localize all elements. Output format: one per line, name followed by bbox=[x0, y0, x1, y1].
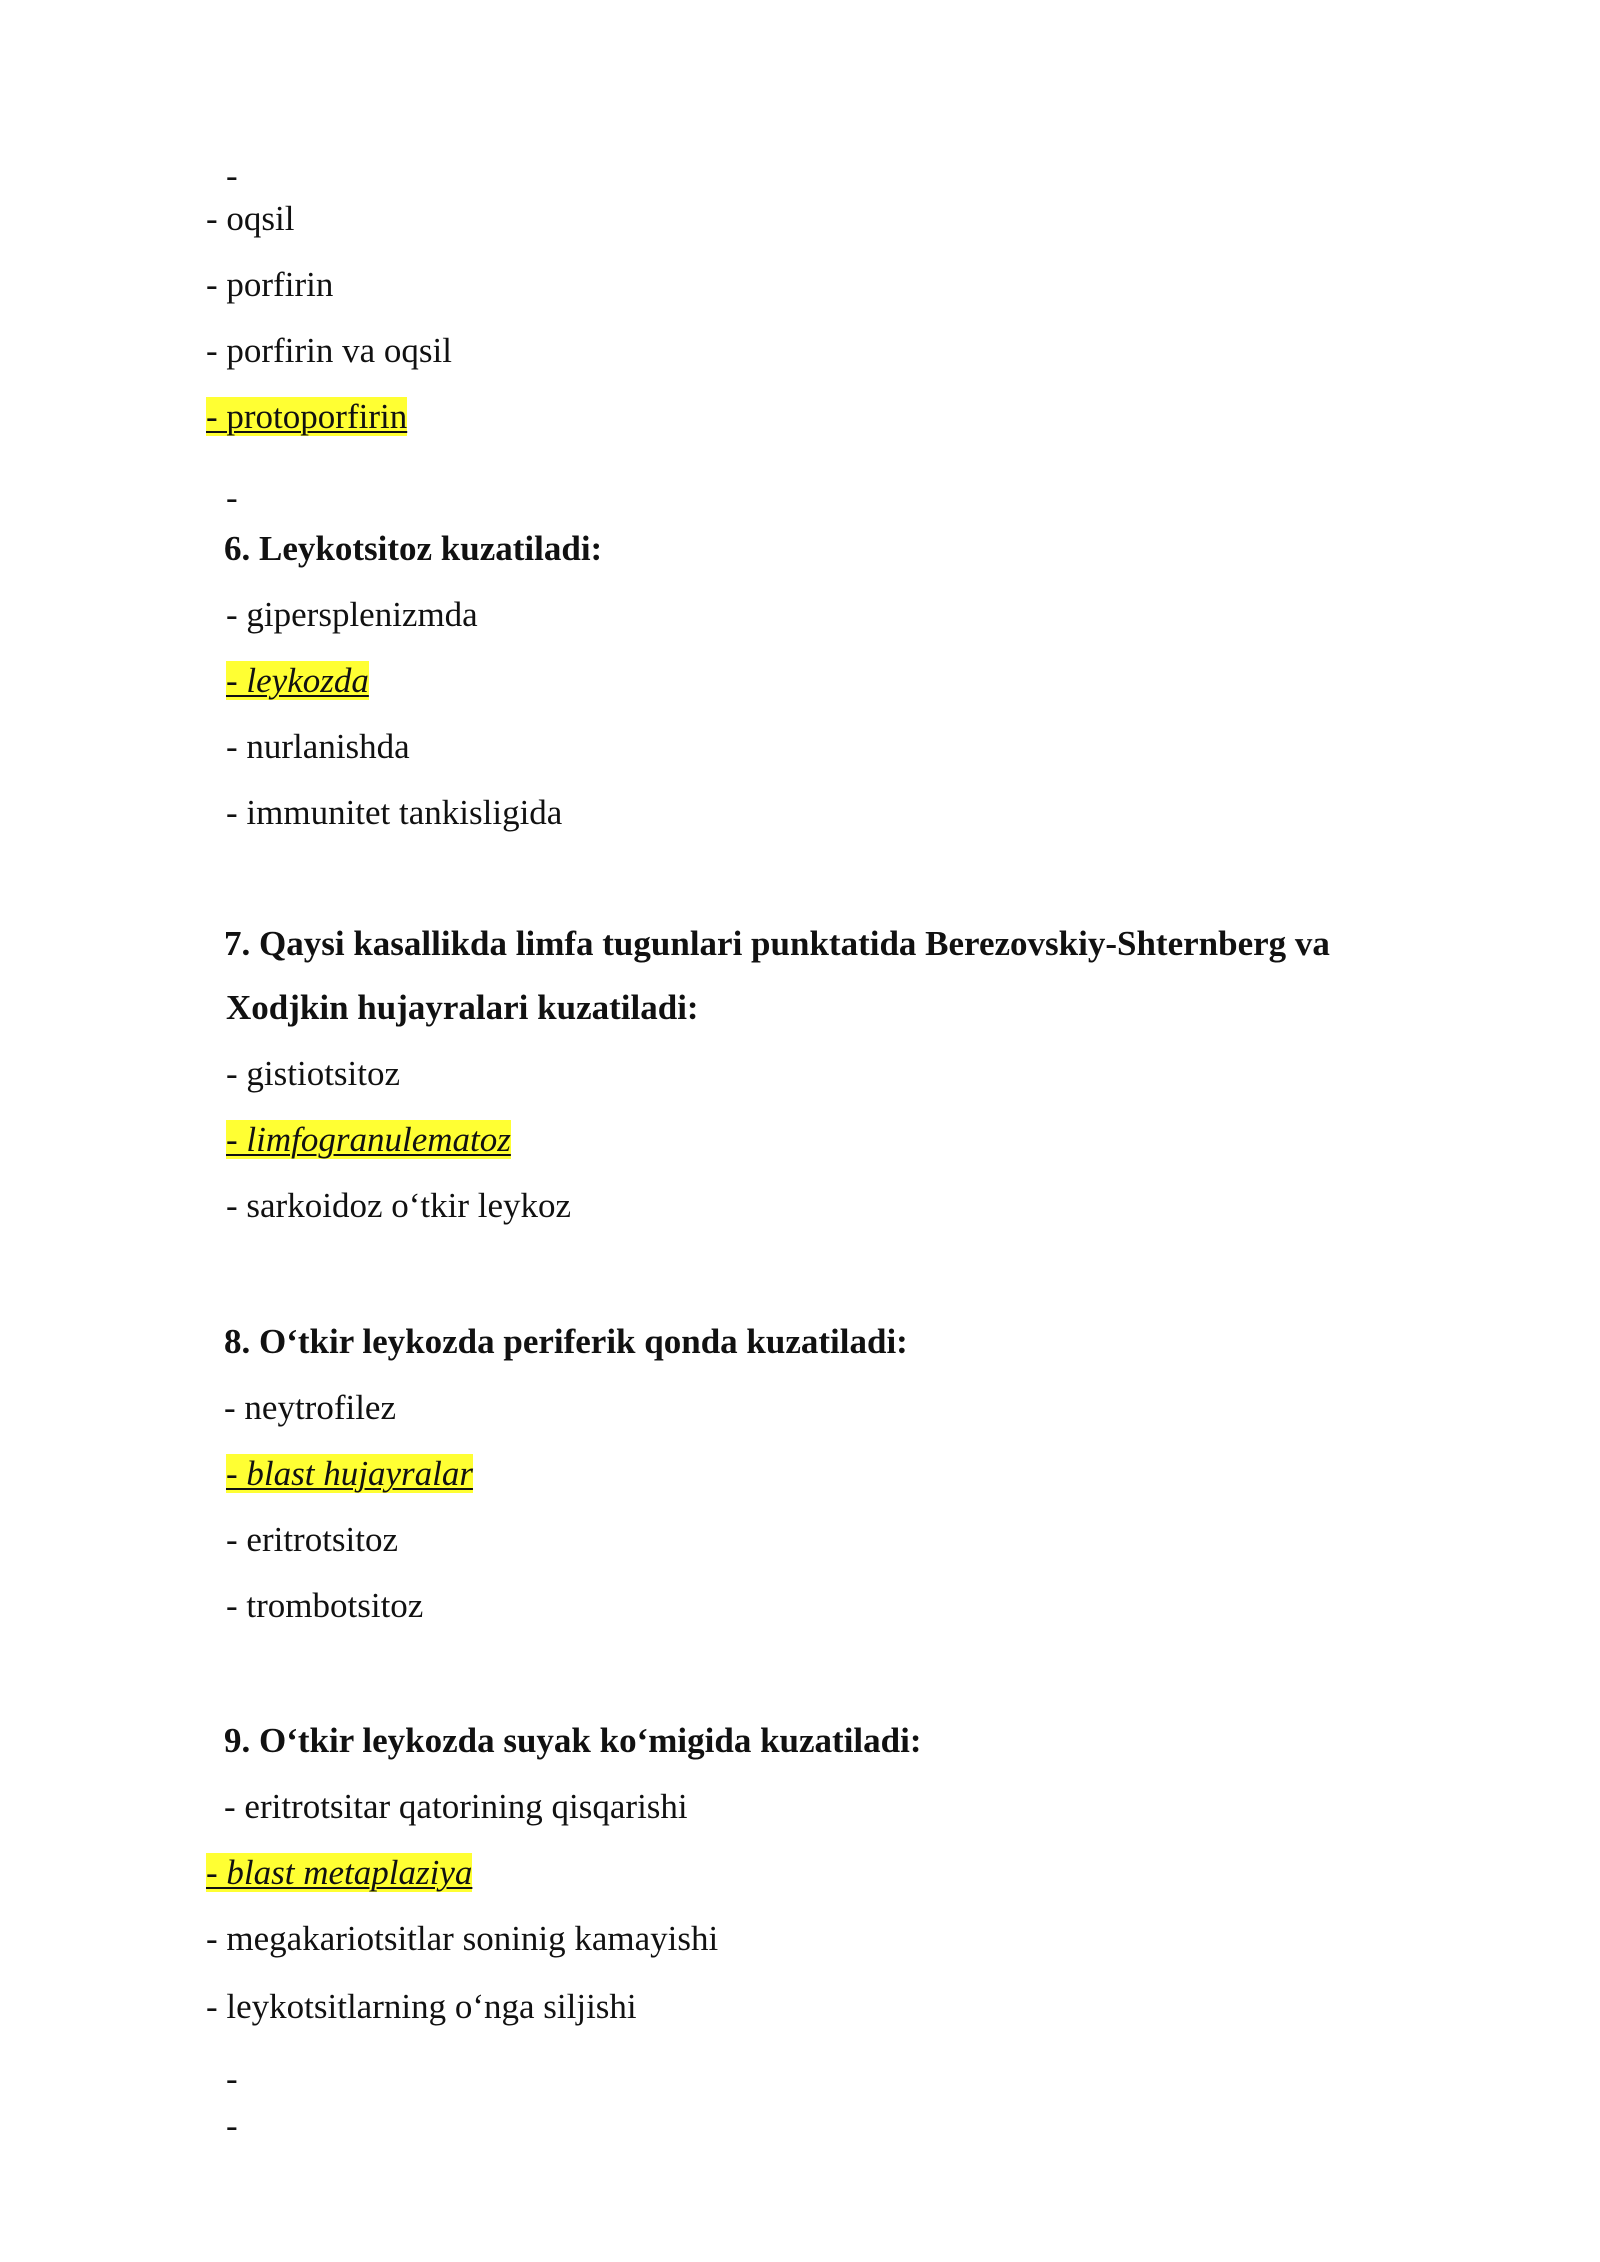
option-oqsil: - oqsil bbox=[206, 199, 295, 238]
q9-option-2-correct bbox=[206, 1851, 472, 1895]
q9-option-4: - leykotsitlarning o‘nga siljishi bbox=[206, 1987, 637, 2026]
lead-dash: - bbox=[226, 156, 238, 195]
q6-option-2-correct bbox=[226, 659, 369, 703]
trail-dash-1: - bbox=[226, 2059, 238, 2098]
q6-option-1: - gipersplenizmda bbox=[226, 595, 478, 634]
trail-dash: - bbox=[226, 478, 238, 517]
q8-option-3: - eritrotsitoz bbox=[226, 1520, 399, 1559]
q9-option-3: - megakariotsitlar soninig kamayishi bbox=[206, 1919, 719, 1958]
q6-option-3: - nurlanishda bbox=[226, 727, 410, 766]
option-porfirin-va-oqsil: - porfirin va oqsil bbox=[206, 331, 452, 370]
question-8-title: 8. O‘tkir leykozda periferik qonda kuzatiladi: bbox=[224, 1322, 908, 1361]
question-7-title-line2: Xodjkin hujayralari kuzatiladi: bbox=[226, 988, 699, 1027]
correct-answer-highlight: - protoporfirin bbox=[206, 397, 408, 436]
correct-answer-highlight: - limfogranulematoz bbox=[226, 1120, 511, 1159]
q8-option-2-correct bbox=[226, 1452, 473, 1496]
q7-option-1: - gistiotsitoz bbox=[226, 1054, 401, 1093]
q9-option-1: - eritrotsitar qatorining qisqarishi bbox=[224, 1787, 688, 1826]
q7-option-3: - sarkoidoz o‘tkir leykoz bbox=[226, 1186, 572, 1225]
q7-option-2-correct bbox=[226, 1118, 511, 1162]
question-7-title-line1: 7. Qaysi kasallikda limfa tugunlari punktatida Berezovskiy-Shternberg va bbox=[224, 924, 1330, 963]
correct-answer-highlight: - leykozda bbox=[226, 661, 369, 700]
question-9-title: 9. O‘tkir leykozda suyak ko‘migida kuzatiladi: bbox=[224, 1721, 922, 1760]
trail-dash-2: - bbox=[226, 2106, 238, 2145]
option-protoporfirin-correct bbox=[206, 395, 407, 439]
q6-option-4: - immunitet tankisligida bbox=[226, 793, 563, 832]
q8-option-4: - trombotsitoz bbox=[226, 1586, 424, 1625]
correct-answer-highlight: - blast metaplaziya bbox=[206, 1853, 473, 1892]
option-porfirin: - porfirin bbox=[206, 265, 334, 304]
correct-answer-highlight: - blast hujayralar bbox=[226, 1454, 473, 1493]
q8-option-1: - neytrofilez bbox=[224, 1388, 396, 1427]
question-6-title: 6. Leykotsitoz kuzatiladi: bbox=[224, 529, 603, 568]
